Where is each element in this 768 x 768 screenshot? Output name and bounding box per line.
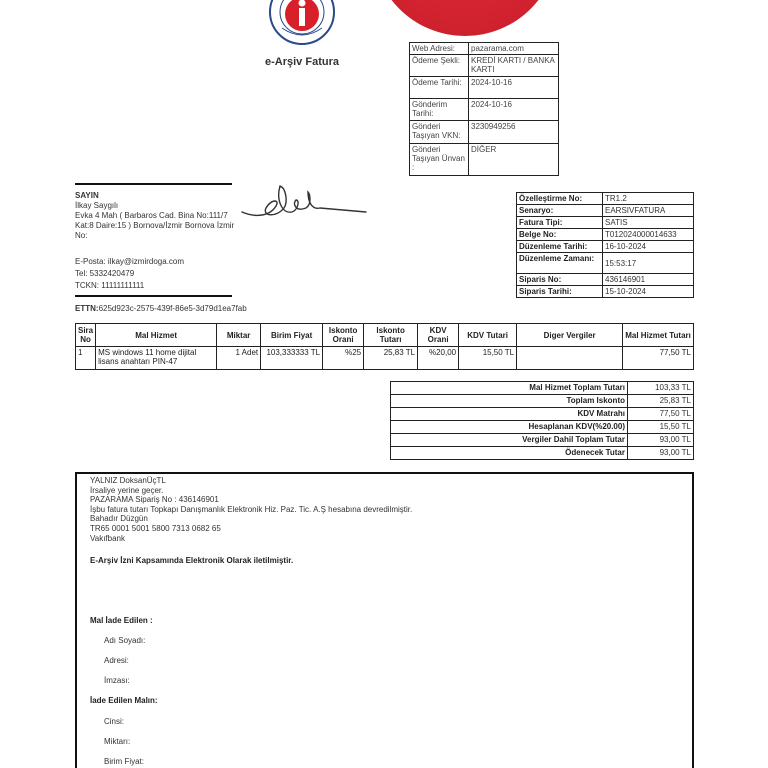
items-header-row [76, 324, 694, 347]
customer-contact [75, 256, 240, 292]
note-line: İrsaliye yerine geçer. [90, 485, 164, 495]
note-line: İşbu fatura tutarı Topkapı Danışmanlık Elektronik Hiz. Paz. Tic. A.Ş hesabına devredilmiştir. [90, 504, 413, 514]
total-value: 103,33 TL [628, 382, 694, 395]
table-row [76, 347, 694, 370]
carrier-vkn-value: 3230949256 [469, 121, 559, 144]
ettn-label: ETTN: [75, 304, 99, 313]
info-value: T012024000014633 [603, 229, 694, 241]
cell-other-taxes [517, 347, 623, 370]
info-label: Düzenleme Zamanı: [517, 253, 603, 274]
notes-text [90, 476, 650, 543]
total-label: KDV Matrahı [391, 408, 628, 421]
info-label: Senaryo: [517, 205, 603, 217]
info-label: Belge No: [517, 229, 603, 241]
cell-no: 1 [76, 347, 96, 370]
info-value: 15-10-2024 [603, 286, 694, 298]
customer-block [75, 191, 240, 241]
info-label: Fatura Tipi: [517, 217, 603, 229]
return-item-field: Miktarı: [104, 737, 131, 746]
column-header: Iskonto Tutarı [364, 324, 418, 347]
return-title: Mal İade Edilen : [90, 616, 153, 625]
info-label: Düzenleme Tarihi: [517, 241, 603, 253]
ettn-value: 625d923c-2575-439f-86e5-3d79d1ea7fab [98, 304, 247, 313]
info-value: TR1.2 [603, 193, 694, 205]
cell-unit-price: 103,333333 TL [261, 347, 323, 370]
note-line: YALNIZ DoksanÜçTL [90, 476, 166, 485]
column-header: Birim Fiyat [261, 324, 323, 347]
column-header: Miktar [217, 324, 261, 347]
note-line: PAZARAMA Sipariş No : 436146901 [90, 495, 219, 505]
customer-name: İlkay Saygılı [75, 201, 119, 210]
total-label: Vergiler Dahil Toplam Tutar [391, 434, 628, 447]
carrier-title-value: DİĞER [469, 144, 559, 176]
info-label: Özelleştirme No: [517, 193, 603, 205]
total-value: 25,83 TL [628, 395, 694, 408]
column-header: Diger Vergiler [517, 324, 623, 347]
customer-address: Evka 4 Mah ( Barbaros Cad. Bina No:111/7 Kat:8 Daire:15 ) Bornova/İzmir Bornova İzmir No: [75, 211, 235, 240]
customer-tckn: TCKN: 11111111111 [75, 281, 145, 290]
info-value: 15:53:17 [603, 253, 694, 274]
earsiv-note: E-Arşiv İzni Kapsamında Elektronik Olarak iletilmiştir. [90, 556, 294, 565]
signature-image [236, 178, 372, 228]
total-label: Mal Hizmet Toplam Tutarı [391, 382, 628, 395]
divider [75, 295, 232, 297]
info-label: Siparis No: [517, 274, 603, 286]
total-label: Hesaplanan KDV(%20.00) [391, 421, 628, 434]
return-field: Adı Soyadı: [104, 636, 146, 645]
web-label: Web Adresi: [410, 43, 469, 55]
payment-date-label: Ödeme Tarihi: [410, 77, 469, 99]
column-header: KDV Orani [418, 324, 459, 347]
note-line: Vakıfbank [90, 533, 125, 543]
cell-item: MS windows 11 home dijital lisans anahtarı PIN-47 [96, 347, 217, 370]
customer-tel: Tel: 5332420479 [75, 269, 135, 278]
red-seal [372, 0, 558, 36]
info-label: Siparis Tarihi: [517, 286, 603, 298]
carrier-title-label: Gönderi Taşıyan Ünvan : [410, 144, 469, 176]
total-label: Toplam Iskonto [391, 395, 628, 408]
items-table [75, 323, 694, 370]
total-value: 77,50 TL [628, 408, 694, 421]
cell-qty: 1 Adet [217, 347, 261, 370]
column-header: Mal Hizmet [96, 324, 217, 347]
carrier-vkn-label: Gönderi Taşıyan VKN: [410, 121, 469, 144]
return-field: Adresi: [104, 656, 129, 665]
note-line: TR65 0001 5001 5800 7313 0682 65 [90, 523, 221, 533]
document-title: e-Arşiv Fatura [265, 56, 339, 68]
info-value: 16-10-2024 [603, 241, 694, 253]
total-label: Ödenecek Tutar [391, 447, 628, 460]
customer-heading: SAYIN [75, 191, 99, 200]
cell-discount-rate: %25 [323, 347, 364, 370]
info-value: EARSIVFATURA [603, 205, 694, 217]
cell-vat-amount: 15,50 TL [459, 347, 517, 370]
totals-table [390, 381, 694, 460]
cell-discount-amount: 25,83 TL [364, 347, 418, 370]
gib-logo [268, 0, 336, 46]
cell-total: 77,50 TL [623, 347, 694, 370]
note-line: Bahadır Düzgün [90, 514, 148, 524]
total-value: 15,50 TL [628, 421, 694, 434]
total-value: 93,00 TL [628, 447, 694, 460]
column-header: KDV Tutari [459, 324, 517, 347]
ettn [75, 304, 247, 313]
column-header: Iskonto Orani [323, 324, 364, 347]
column-header: Mal Hizmet Tutarı [623, 324, 694, 347]
total-value: 93,00 TL [628, 434, 694, 447]
send-date-label: Gönderim Tarihi: [410, 99, 469, 121]
column-header: Sira No [76, 324, 96, 347]
payment-method-label: Ödeme Şekli: [410, 55, 469, 77]
info-value: 436146901 [603, 274, 694, 286]
payment-date-value: 2024-10-16 [469, 77, 559, 99]
return-item-field: Birim Fiyat: [104, 757, 144, 766]
send-date-value: 2024-10-16 [469, 99, 559, 121]
web-value: pazarama.com [469, 43, 559, 55]
return-field: İmzası: [104, 676, 130, 685]
cell-vat-rate: %20,00 [418, 347, 459, 370]
payment-method-value: KREDİ KARTI / BANKA KARTI [469, 55, 559, 77]
invoice-info-table [516, 192, 694, 298]
info-value: SATIS [603, 217, 694, 229]
return-item-field: Cinsi: [104, 717, 125, 726]
web-info-table [409, 42, 559, 176]
customer-email: E-Posta: ilkay@izmirdoga.com [75, 257, 185, 266]
return-item-title: İade Edilen Malın: [90, 696, 158, 705]
divider [75, 183, 232, 185]
